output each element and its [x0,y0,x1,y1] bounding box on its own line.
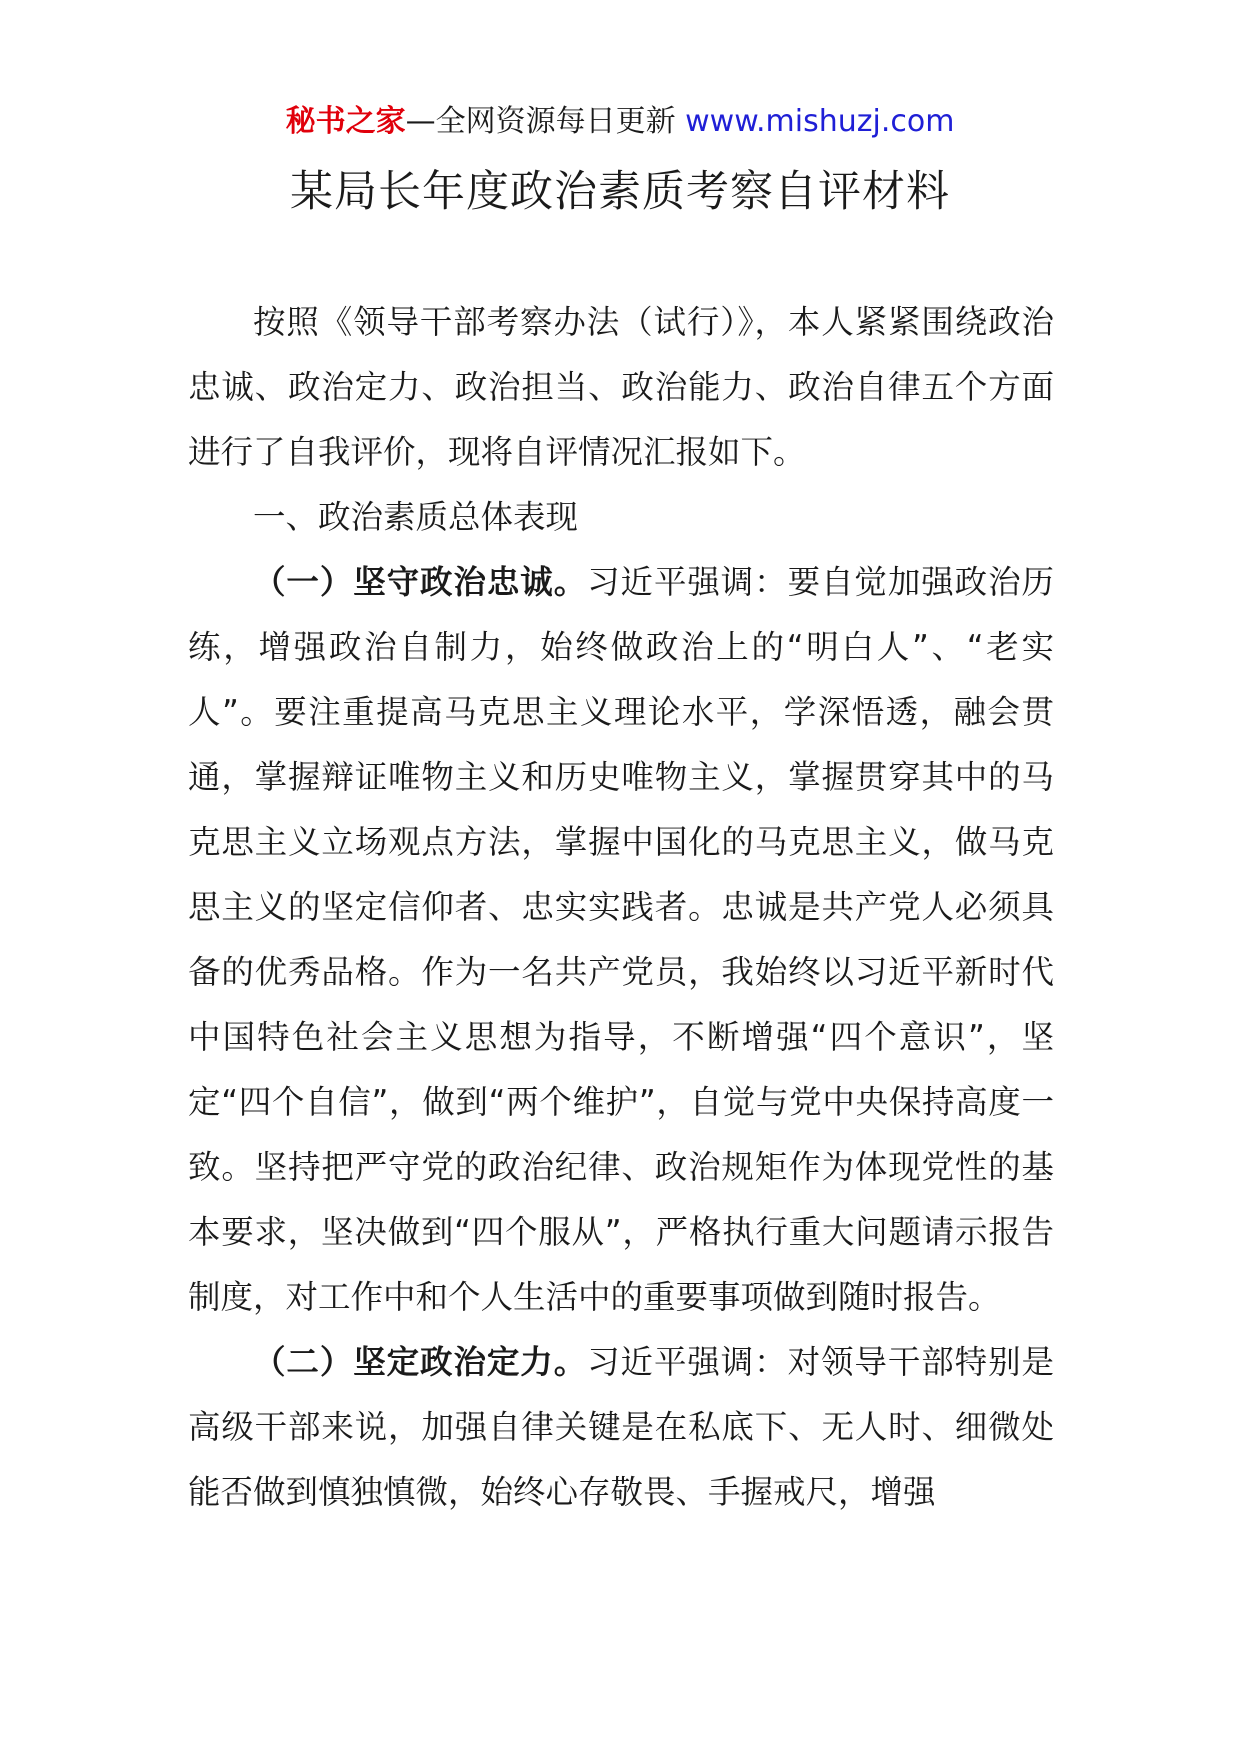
section-heading: 一、政治素质总体表现 [253,498,579,536]
paragraph-political-loyalty [188,550,1054,1330]
paragraph-text-resolve: 习近平强调：对领导干部特别是高级干部来说，加强自律关键是在私底下、无人时、细微处能否做到慎独慎微，始终心存敬畏、手握戒尺，增强 [188,1343,1054,1511]
paragraph-lead-loyalty: （一）坚守政治忠诚。 [253,563,588,601]
paragraph-text-loyalty: 习近平强调：要自觉加强政治历练，增强政治自制力，始终做政治上的“明白人”、“老实人”。要注重提高马克思主义理论水平，学深悟透，融会贯通，掌握辩证唯物主义和历史唯物主义，掌握贯穿其中的马克思主义立场观点方法，掌握中国化的马克思主义，做马克思主义的坚定信仰者、忠实实践者。忠诚是共产党人必须具备的优秀品格。作为一名共产党员，我始终以习近平新时代中国特色社会主义思想为指导，不断增强“四个意识”，坚定“四个自信”，做到“两个维护”，自觉与党中央保持高度一致。坚持把严守党的政治纪律、政治规矩作为体现党性的基本要求，坚决做到“四个服从”，严格执行重大问题请示报告制度，对工作中和个人生活中的重要事项做到随时报告。 [188,563,1054,1316]
brand-name: 秘书之家 [285,104,406,139]
document-body [188,290,1054,1525]
document-title: 某局长年度政治素质考察自评材料 [290,167,950,217]
intro-paragraph: 按照《领导干部考察办法（试行）》，本人紧紧围绕政治忠诚、政治定力、政治担当、政治能力、政治自律五个方面进行了自我评价，现将自评情况汇报如下。 [188,303,1054,471]
paragraph-political-resolve [188,1330,1054,1525]
site-header [0,100,1240,144]
site-url-link[interactable]: www.mishuzj.com [685,104,955,139]
header-tagline: —全网资源每日更新 [405,104,676,139]
paragraph-lead-resolve: （二）坚定政治定力。 [253,1343,588,1381]
